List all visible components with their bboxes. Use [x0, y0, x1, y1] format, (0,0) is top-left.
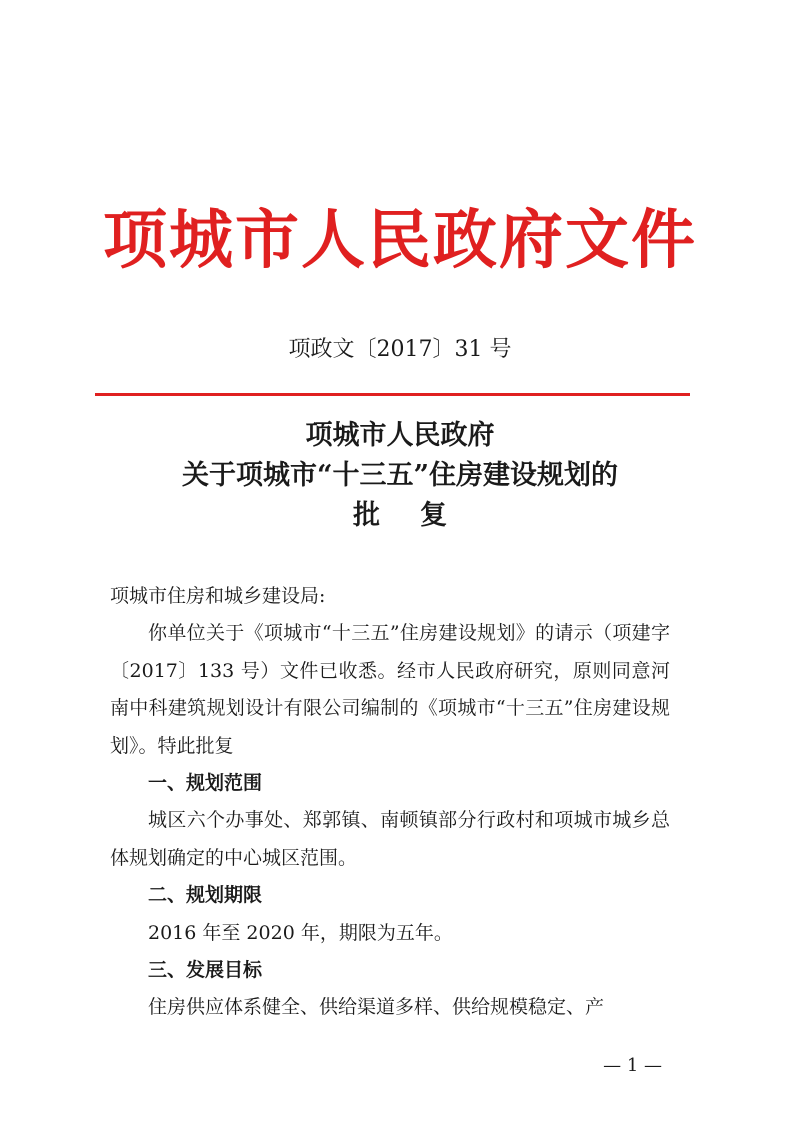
document-title [0, 416, 800, 536]
document-body [110, 578, 670, 1027]
page-number: — 1 — [603, 1055, 662, 1076]
section-2-heading: 二、规划期限 [148, 884, 263, 907]
title-line-1: 项城市人民政府 [305, 420, 495, 451]
red-separator-line [95, 393, 690, 396]
section-1-heading: 一、规划范围 [148, 772, 263, 795]
section-2-text: 2016 年至 2020 年，期限为五年。 [148, 921, 453, 944]
section-1-text: 城区六个办事处、郑郭镇、南顿镇部分行政村和项城市城乡总体规划确定的中心城区范围。 [110, 809, 670, 869]
section-3-text: 住房供应体系健全、供给渠道多样、供给规模稳定、产 [148, 996, 605, 1019]
document-header-title: 项城市人民政府文件 [103, 203, 697, 278]
section-3-heading: 三、发展目标 [148, 959, 263, 982]
document-number: 项政文〔2017〕31 号 [288, 337, 512, 362]
body-paragraph-1: 你单位关于《项城市“十三五”住房建设规划》的请示（项建字〔2017〕133 号）文件已收悉。经市人民政府研究，原则同意河南中科建筑规划设计有限公司编制的《项城市“十三五”住房建设规划》。特此批复 [110, 622, 670, 757]
addressee: 项城市住房和城乡建设局: [110, 585, 326, 607]
title-line-3: 批复 [353, 500, 487, 531]
title-line-2: 关于项城市“十三五”住房建设规划的 [181, 460, 619, 491]
